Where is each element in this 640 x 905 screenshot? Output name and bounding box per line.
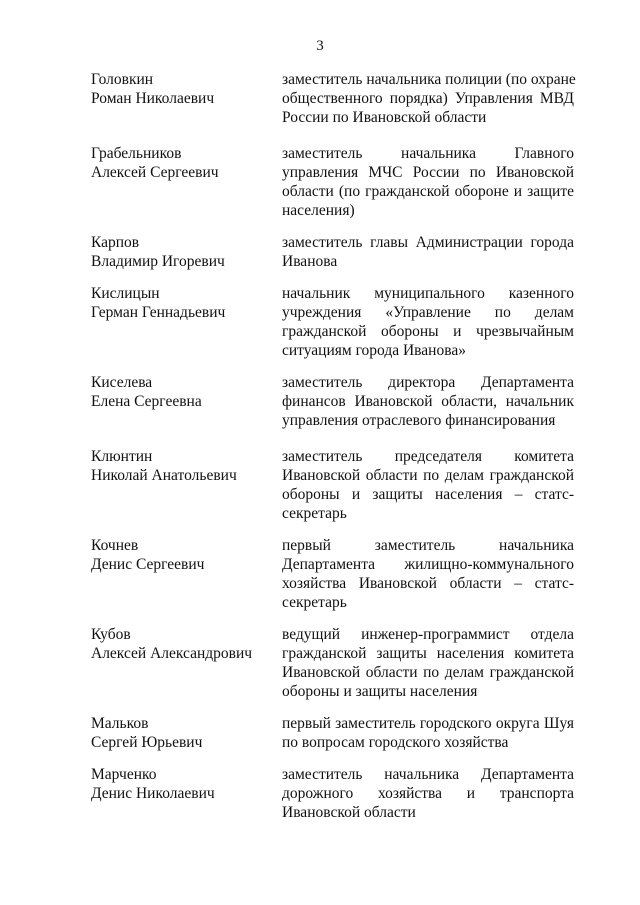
list-item [91,144,575,220]
member-given-names: Алексей Александрович [91,645,253,662]
member-given-names: Герман Геннадьевич [91,304,226,321]
position-line: начальник муниципального казенного [282,285,574,302]
member-name [91,765,282,803]
member-surname: Грабельников [91,145,182,162]
member-name [91,536,282,574]
member-surname: Кочнев [91,537,139,554]
position-line: области (по гражданской обороне и защите [282,183,574,200]
member-surname: Марченко [91,766,157,783]
position-line: гражданской обороны и чрезвычайным [282,323,574,340]
member-name [91,373,282,411]
member-position [282,714,574,752]
list-item [91,765,575,822]
member-given-names: Елена Сергеевна [91,393,202,410]
member-surname: Карпов [91,234,140,251]
member-surname: Киселева [91,374,153,391]
member-position [282,373,574,430]
position-line: секретарь [282,505,347,522]
member-name [91,447,282,485]
member-position [282,625,574,701]
position-line: хозяйства Ивановской области – статс- [282,575,574,592]
member-position [282,536,574,612]
member-surname: Кубов [91,626,131,643]
position-line: гражданской защиты населения комитета [282,645,574,662]
member-position [282,447,574,523]
member-given-names: Алексей Сергеевич [91,164,219,181]
list-item [91,373,575,430]
member-surname: Мальков [91,715,149,732]
position-line: обороны и защиты населения [282,683,478,700]
member-surname: Клюнтин [91,448,153,465]
member-name [91,70,282,108]
position-line: заместитель начальника Главного [282,145,574,162]
position-line: заместитель начальника полиции (по охране [282,71,576,88]
member-given-names: Николай Анатольевич [91,467,237,484]
position-line: общественного порядка) Управления МВД [282,90,574,107]
member-position [282,765,574,822]
position-line: по вопросам городского хозяйства [282,734,509,751]
member-given-names: Денис Николаевич [91,785,215,802]
member-list [91,70,575,822]
position-line: финансов Ивановской области, начальник [282,393,574,410]
position-line: России по Ивановской области [282,109,487,126]
position-line: дорожного хозяйства и транспорта [282,785,574,802]
position-line: учреждения «Управление по делам [282,304,574,321]
list-item [91,284,575,360]
member-given-names: Денис Сергеевич [91,556,205,573]
position-line: Иванова [282,253,338,270]
member-given-names: Владимир Игоревич [91,253,225,270]
member-position [282,144,574,220]
member-name [91,233,282,271]
member-surname: Кислицын [91,285,160,302]
position-line: заместитель председателя комитета [282,448,574,465]
member-position [282,70,574,127]
list-item [91,233,575,271]
member-surname: Головкин [91,71,154,88]
member-given-names: Сергей Юрьевич [91,734,203,751]
list-item [91,447,575,523]
member-position [282,284,574,360]
position-line: Ивановской области по делам гражданской [282,664,574,681]
position-line: первый заместитель городского округа Шуя [282,715,574,732]
position-line: управления МЧС России по Ивановской [282,164,574,181]
position-line: первый заместитель начальника [282,537,574,554]
list-item [91,625,575,701]
position-line: секретарь [282,594,347,611]
member-position [282,233,574,271]
member-name [91,144,282,182]
position-line: заместитель директора Департамента [282,374,574,391]
position-line: заместитель главы Администрации города [282,234,574,251]
position-line: ситуациям города Иванова» [282,342,466,359]
position-line: Департамента жилищно-коммунального [282,556,574,573]
position-line: ведущий инженер-программист отдела [282,626,574,643]
list-item [91,536,575,612]
position-line: Ивановской области [282,804,416,821]
page-number: 3 [316,38,324,54]
position-line: населения) [282,202,355,219]
member-name [91,625,282,663]
position-line: Ивановской области по делам гражданской [282,467,574,484]
member-name [91,714,282,752]
member-name [91,284,282,322]
list-item [91,70,575,127]
position-line: управления отраслевого финансирования [282,412,556,429]
list-item [91,714,575,752]
position-line: обороны и защиты населения – статс- [282,486,574,503]
position-line: заместитель начальника Департамента [282,766,574,783]
member-given-names: Роман Николаевич [91,90,215,107]
